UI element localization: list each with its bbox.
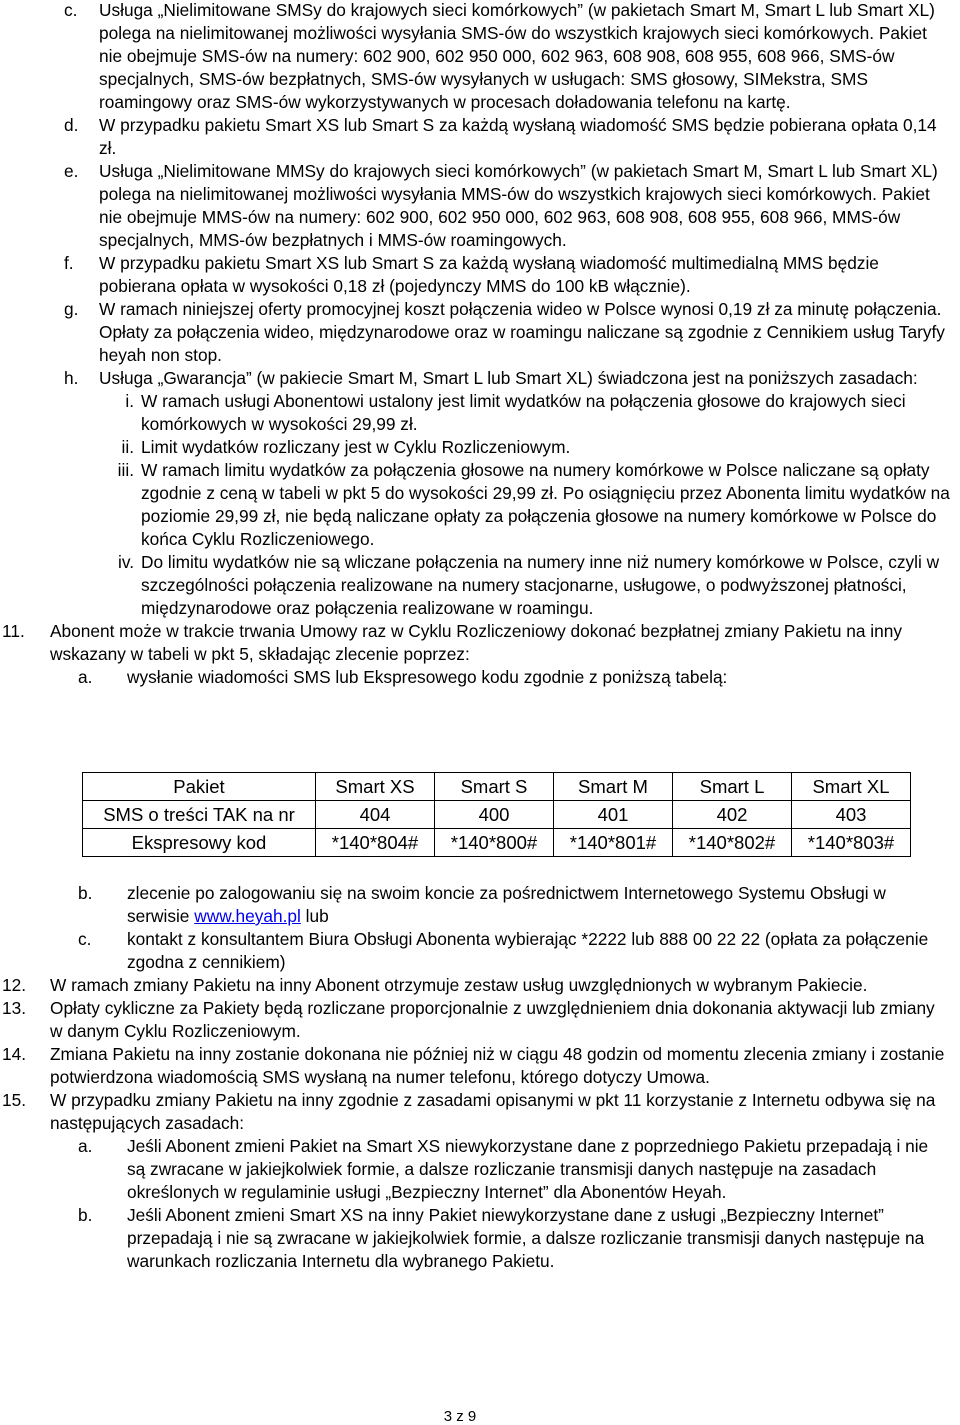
- item-label: i.: [125, 391, 134, 411]
- item-text: Limit wydatków rozliczany jest w Cyklu Rozliczeniowym.: [141, 437, 571, 457]
- table-header-cell: Smart XS: [316, 773, 435, 801]
- page-number: 3 z 9: [443, 1408, 477, 1425]
- item-label: e.: [64, 161, 79, 181]
- item-text-part: lub: [305, 906, 329, 926]
- document-body-lower: [0, 882, 950, 1273]
- item-text: Zmiana Pakietu na inny zostanie dokonana nie później niż w ciągu 48 godzin od momentu zlecenia zmiany i zostanie potwierdzona wiadomością SMS wysłaną na numer telefonu, którego dotyczy Umowa.: [50, 1044, 945, 1087]
- item-label: iii.: [117, 460, 134, 480]
- table-header-cell: Smart XL: [792, 773, 911, 801]
- item-text: [127, 882, 950, 928]
- item-text: Abonent może w trakcie trwania Umowy raz w Cyklu Rozliczeniowy dokonać bezpłatnej zmiany Pakietu na inny wskazany w tabeli w pkt 5, składając zlecenie poprzez:: [50, 621, 902, 664]
- list-item-15a: [0, 1135, 950, 1204]
- item-label: g.: [64, 299, 79, 319]
- item-label: b.: [78, 883, 93, 903]
- table-cell: 400: [435, 801, 554, 829]
- list-item-c: [0, 0, 950, 114]
- table-header-cell: Pakiet: [83, 773, 316, 801]
- table-header-cell: Smart L: [673, 773, 792, 801]
- item-label: c.: [64, 0, 78, 20]
- heyah-link[interactable]: www.heyah.pl: [194, 906, 301, 926]
- table-header-cell: Smart S: [435, 773, 554, 801]
- item-label: ii.: [121, 437, 134, 457]
- list-item-ii: [0, 436, 950, 459]
- item-text: Do limitu wydatków nie są wliczane połączenia na numery inne niż numery komórkowe w Polsce, czyli w szczególności połączenia realizowane na numery stacjonarne, usługowe, o podwyższonej płatności, międzynarodowe oraz połączenia realizowane w roamingu.: [141, 552, 940, 618]
- item-text: Usługa „Nielimitowane MMSy do krajowych sieci komórkowych” (w pakietach Smart M, Smart L lub Smart XL) polega na nielimitowanej możliwości wysyłania MMS-ów do wszystkich krajowych sieci komórkowych. Pakiet nie obejmuje MMS-ów na numery: 602 900, 602 950 000, 602 963, 608 908, 608 955, 608 966, MMS-ów specjalnych, MMS-ów bezpłatnych i MMS-ów roamingowych.: [99, 161, 938, 250]
- item-text: Usługa „Gwarancja” (w pakiecie Smart M, Smart L lub Smart XL) świadczona jest na poniższych zasadach:: [99, 368, 918, 388]
- table-cell: 404: [316, 801, 435, 829]
- item-label: a.: [78, 1136, 93, 1156]
- list-item-d: [0, 114, 950, 160]
- item-text: Opłaty cykliczne za Pakiety będą rozliczane proporcjonalnie z uwzględnieniem dnia dokonania aktywacji lub zmiany w danym Cyklu Rozliczeniowym.: [50, 998, 935, 1041]
- table-cell: *140*804#: [316, 829, 435, 857]
- item-label: 12.: [2, 975, 27, 995]
- table-header-cell: Smart M: [554, 773, 673, 801]
- item-text: W ramach niniejszej oferty promocyjnej koszt połączenia wideo w Polsce wynosi 0,19 zł za minutę połączenia. Opłaty za połączenia wideo, międzynarodowe oraz w roamingu naliczane są zgodnie z Cennikiem usług Taryfy heyah non stop.: [99, 299, 945, 365]
- table-cell: Ekspresowy kod: [83, 829, 316, 857]
- table-cell: *140*803#: [792, 829, 911, 857]
- item-text-part: zlecenie po zalogowaniu się na swoim koncie za pośrednictwem Internetowego Systemu Obsługi w serwisie: [127, 883, 886, 926]
- list-item-11a: [0, 666, 950, 689]
- item-label: 15.: [2, 1090, 27, 1110]
- list-item-15: [0, 1089, 950, 1135]
- list-item-15b: [0, 1204, 950, 1273]
- table-row: [83, 829, 911, 857]
- list-item-11: [0, 620, 950, 666]
- item-text: W przypadku zmiany Pakietu na inny zgodnie z zasadami opisanymi w pkt 11 korzystanie z Internetu odbywa się na następujących zasadach:: [50, 1090, 936, 1133]
- table-cell: 401: [554, 801, 673, 829]
- list-item-13: [0, 997, 950, 1043]
- package-change-table: [82, 772, 911, 857]
- item-label: c.: [78, 929, 92, 949]
- list-item-i: [0, 390, 950, 436]
- item-text: W ramach zmiany Pakietu na inny Abonent otrzymuje zestaw usług uwzględnionych w wybranym Pakiecie.: [50, 975, 868, 995]
- item-label: a.: [78, 667, 93, 687]
- item-text: W przypadku pakietu Smart XS lub Smart S za każdą wysłaną wiadomość multimedialną MMS będzie pobierana opłata w wysokości 0,18 zł (pojedynczy MMS do 100 kB włącznie).: [99, 253, 879, 296]
- table-cell: *140*800#: [435, 829, 554, 857]
- list-item-11b: [0, 882, 950, 928]
- table-row: [83, 801, 911, 829]
- table-header-row: [83, 773, 911, 801]
- list-item-f: [0, 252, 950, 298]
- item-label: 11.: [2, 621, 25, 641]
- item-text: W ramach limitu wydatków za połączenia głosowe na numery komórkowe w Polsce naliczane są opłaty zgodnie z ceną w tabeli w pkt 5 do wysokości 29,99 zł. Po osiągnięciu przez Abonenta limitu wydatków na poziomie 29,99 zł, nie będą naliczane opłaty za połączenia głosowe na numery komórkowe w Polsce do końca Cyklu Rozliczeniowego.: [141, 460, 950, 549]
- list-item-11c: [0, 928, 950, 974]
- list-item-14: [0, 1043, 950, 1089]
- table-cell: *140*802#: [673, 829, 792, 857]
- item-label: h.: [64, 368, 79, 388]
- table-cell: 403: [792, 801, 911, 829]
- item-text: kontakt z konsultantem Biura Obsługi Abonenta wybierając *2222 lub 888 00 22 22 (opłata za połączenie zgodna z cennikiem): [127, 929, 929, 972]
- list-item-h: [0, 367, 950, 390]
- item-label: d.: [64, 115, 79, 135]
- table-cell: 402: [673, 801, 792, 829]
- item-label: iv.: [118, 552, 134, 572]
- item-label: b.: [78, 1205, 93, 1225]
- item-text: wysłanie wiadomości SMS lub Ekspresowego kodu zgodnie z poniższą tabelą:: [127, 667, 728, 687]
- document-body: [0, 0, 950, 689]
- list-item-iv: [0, 551, 950, 620]
- list-item-iii: [0, 459, 950, 551]
- item-label: 13.: [2, 998, 27, 1018]
- item-text: W przypadku pakietu Smart XS lub Smart S za każdą wysłaną wiadomość SMS będzie pobierana opłata 0,14 zł.: [99, 115, 937, 158]
- list-item-e: [0, 160, 950, 252]
- list-item-12: [0, 974, 950, 997]
- item-label: 14.: [2, 1044, 27, 1064]
- item-text: Jeśli Abonent zmieni Pakiet na Smart XS niewykorzystane dane z poprzedniego Pakietu przepadają i nie są zwracane w jakiejkolwiek formie, a dalsze rozliczanie transmisji danych następuje na zasadach określonych w regulaminie usługi „Bezpieczny Internet” dla Abonentów Heyah.: [127, 1136, 929, 1202]
- item-text: Jeśli Abonent zmieni Smart XS na inny Pakiet niewykorzystane dane z usługi „Bezpieczny Internet” przepadają i nie są zwracane w jakiejkolwiek formie, a dalsze rozliczanie transmisji danych następuje na warunkach rozliczania Internetu dla wybranego Pakietu.: [127, 1205, 925, 1271]
- item-text: W ramach usługi Abonentowi ustalony jest limit wydatków na połączenia głosowe do krajowych sieci komórkowych w wysokości 29,99 zł.: [141, 391, 906, 434]
- table-cell: SMS o treści TAK na nr: [83, 801, 316, 829]
- list-item-g: [0, 298, 950, 367]
- item-text: Usługa „Nielimitowane SMSy do krajowych sieci komórkowych” (w pakietach Smart M, Smart L lub Smart XL) polega na nielimitowanej możliwości wysyłania SMS-ów do wszystkich krajowych sieci komórkowych. Pakiet nie obejmuje SMS-ów na numery: 602 900, 602 950 000, 602 963, 608 908, 608 955, 608 966, SMS-ów specjalnych, SMS-ów bezpłatnych, SMS-ów wysyłanych w usługach: SMS głosowy, SIMekstra, SMS roamingowy oraz SMS-ów wykorzystywanych w procesach doładowania telefonu na kartę.: [99, 0, 935, 112]
- table-cell: *140*801#: [554, 829, 673, 857]
- item-label: f.: [64, 253, 74, 273]
